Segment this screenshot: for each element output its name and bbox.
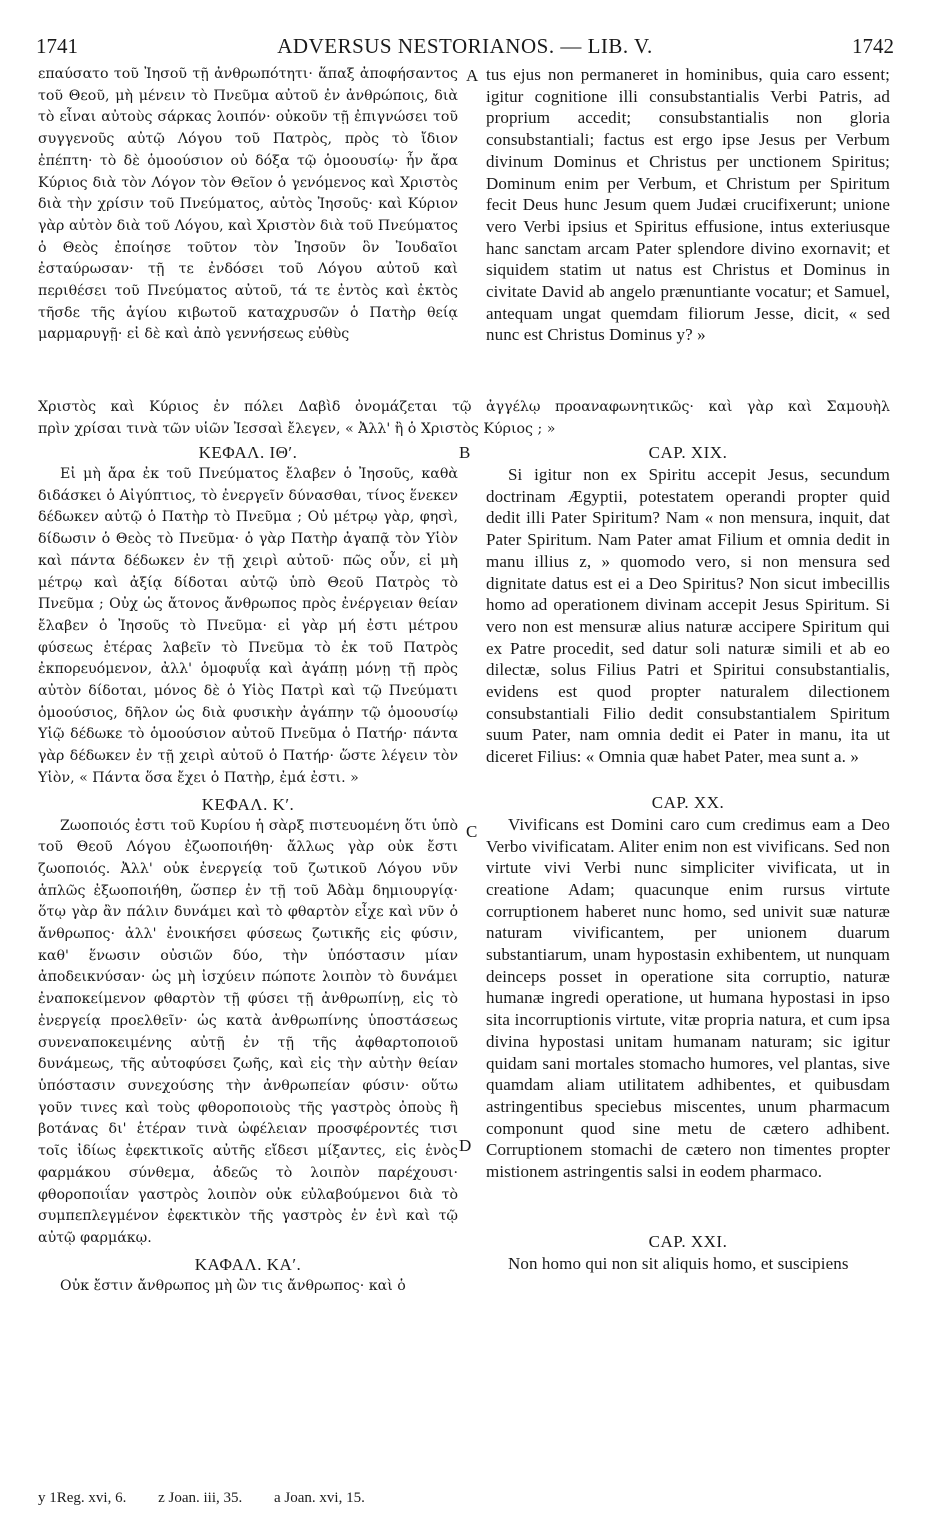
- right-page-number: 1742: [852, 34, 894, 58]
- margin-marker-d: D: [459, 1136, 472, 1155]
- spanning-line-2: πρὶν χρίσαι τινὰ τῶν υἱῶν Ἰεσσαὶ ἔλεγεν, « Ἀλλ' ἢ ὁ Χριστὸς Κύριος ; »: [38, 421, 556, 437]
- footnotes: [38, 1490, 393, 1507]
- greek-chapter-20-text: Ζωοποιός ἐστι τοῦ Κυρίου ἡ σὰρξ πιστευομένη ὅτι ὑπὸ τοῦ Θεοῦ Λόγου ἐζωοποιήθη· ἄλλως γὰρ οὐκ ἔστι ζωοποιός. Ἀλλ' οὐκ ἐνεργείᾳ τοῦ ζωτικοῦ Λόγου νῦν ἁπλῶς ἐξωοποιήθη, ὥσπερ ἐν τῇ τοῦ Ἀδὰμ δημιουργίᾳ· ὅτῳ γὰρ ἂν πάλιν δυνάμει καὶ τὸ φθαρτὸν εἶχε καὶ νῦν ὁ ἄνθρωπος· ἀλλ' ἐνοικήσει φύσεως ζωτικῆς εἰς φύσιν, καθ' ἕνωσιν οὐσιῶν δύο, τὴν ὑπόστασιν μίαν ἀποδεικνύσαν· ὡς μὴ ἰσχύειν πώποτε λοιπὸν τὸ δυνάμει ἐναποκείμενον φθαρτὸν τῇ φύσει τῇ ἀνθρωπίνῃ, εἰς τὸ ἐνεργείᾳ προελθεῖν· ὡς κατὰ ἀνθρωπίνης ὑποστάσεως συνεναποκειμένης αὐτῇ ἐν τῇ τῆς ἀφθαρτοποιοῦ δυνάμεως, τῆς αὐτοφύσει ζωῆς, καὶ εἰς τὴν αὐτὴν θείαν ὑπόστασιν συνεχούσης τὴν ἀνθρωπείαν φύσιν· οὕτω γοῦν τινες καὶ τοὺς φθοροποιοὺς τῆς γαστρὸς ὀποὺς ἢ βοτάνας δι' ἑτέραν τινὰ ὠφέλειαν προσφέροντές τισι τοῖς ἰδίως ἐφεκτικοῖς αὐτῆς εἴδεσι μίξαντες, εἰς ἑνὸς φαρμάκου σύνθεμα, ἀδεῶς τὸ λοιπὸν παρέχουσι· φθοροποιΐαν γαστρὸς λοιπὸν οὐκ εὐλαβούμενοι διὰ τὸ συμπεπλεγμένον ἐφεκτικὸν τῆς γαστρὸς ἐν ἑνὶ καὶ τῷ αὐτῷ φαρμάκῳ.: [38, 817, 458, 1246]
- latin-column-top: [486, 64, 890, 392]
- spanning-line-1: Χριστὸς καὶ Κύριος ἐν πόλει Δαβὶδ ὀνομάζεται τῷ ἀγγέλῳ προαναφωνητικῶς· καὶ γὰρ καὶ Σαμουὴλ: [38, 399, 890, 415]
- greek-chapter-20-heading: ΚΕΦΑΛ. Κʹ.: [201, 794, 295, 814]
- left-page-number: 1741: [36, 34, 78, 58]
- margin-marker-b: B: [459, 443, 471, 462]
- latin-paragraph-intro: tus ejus non permaneret in hominibus, quia caro essent; igitur cognitione illi consubstantialis Verbi Patris, ad proprium accedit; consubstantialis non gloria consubstantiali; factus est ergo ipse Jesus per Verbum divinum Dominus et Christus per unctionem Spiritus; Dominum enim per Verbum, et Christum per Spiritum fecit Deus hunc Jesum quem Judæi crucifixerunt; unione vero Verbi ipsius et Spiritus effusione, intus exteriusque hanc sanctam arcam Pater splendore divino exornavit; et siquidem statim ut natus est Christus et Dominus in civitate David ab angelo prænuntiante vocatur; et Samuel, antequam ungat quemdam filiorum Jesse, dicit, « sed nunc est Christus Dominus y? »: [486, 65, 890, 345]
- latin-chapter-21-text: Non homo qui non sit aliquis homo, et suscipiens: [508, 1253, 849, 1273]
- running-title: ADVERSUS NESTORIANOS. — LIB. V.: [277, 34, 653, 58]
- latin-column-bottom: [486, 442, 890, 1482]
- footnote-a: a Joan. xvi, 15.: [274, 1490, 365, 1506]
- footnote-y: y 1Reg. xvi, 6.: [38, 1490, 127, 1506]
- margin-marker-a: A: [466, 66, 479, 85]
- latin-chapter-20-heading: CAP. XX.: [651, 792, 725, 812]
- page-header: [36, 34, 894, 62]
- margin-marker-c: C: [466, 822, 478, 841]
- latin-chapter-20-text: Vivificans est Domini caro cum credimus eam a Deo Verbo vivificatam. Aliter enim non est vivificans. Sed non virtute vivi Verbi nunc simpliciter vivificata, ut in creatione Adam; quacunque enim rursus virtute corruptionem haberet nunc homo, sed univit suæ naturæ naturam vivificantem, per unionem duarum substantiarum, unam hypostasin exhibentem, ut nunquam deinceps posset in operatione sita corruptio, naturæ humanæ ingredi operatione, ut humana hypostasi in ipso sita incorruptionis virtute, vitæ propria natura, et cum ipsa divina hypostasi unitam humanam naturam; sic igitur quidam sani mortales stomacho humores, vel plantas, sive quamdam aliam utilitatem adhibentes, et quibusdam astringentibus speciebus miscentes, unum pharmacum componunt quod sine metu de cætero adhibent. Corruptionem stomachi de cætero non timentes propter mistionem astringentis salsi in eodem pharmaco.: [486, 814, 890, 1182]
- greek-chapter-21-text: Οὐκ ἔστιν ἄνθρωπος μὴ ὢν τις ἄνθρωπος· καὶ ὁ: [60, 1277, 406, 1294]
- greek-column-top: [38, 64, 458, 392]
- footnote-z: z Joan. iii, 35.: [158, 1490, 243, 1506]
- latin-chapter-19-text: Si igitur non ex Spiritu accepit Jesus, secundum doctrinam Ægyptii, potestatem operandi propter quid dedit illi Pater Spiritum? Nam « non mensura, inquit, dat Pater Spiritum. Nam Pater amat Filium et omnia dedit in manu illius z, » quomodo vero, si non mensura sed dignitate datus est ei a Deo Spiritus? Non sicut imbecillis homo ad operationem divinam accepit Jesus Spiritum. Si vero non est mensuræ alius naturæ accipere Spiritum qui ex Patre procedit, sed datur soli naturæ simili et ab eo dilectæ, solus Filius Patri et Spiritui consubstantialis, evidens est quod propter naturalem dilectionem consubstantiali Filio dedit consubstantialem Spiritum suum Pater, nam omnia dedit ei Pater in manu, ita ut diceret Filius: « Omnia quæ habet Pater, mea sunt a. »: [486, 465, 890, 767]
- latin-chapter-19-heading: CAP. XIX.: [648, 443, 728, 462]
- latin-chapter-21-heading: CAP. XXI.: [648, 1231, 728, 1251]
- greek-chapter-19-heading: ΚΕΦΑΛ. ΙΘʹ.: [198, 443, 298, 462]
- greek-column-bottom: [38, 442, 458, 1482]
- greek-paragraph-intro: επαύσατο τοῦ Ἰησοῦ τῇ ἀνθρωπότητι· ἅπαξ ἀποφήσαντος τοῦ Θεοῦ, μὴ μένειν τὸ Πνεῦμα αὐτοῦ ἐν ἀνθρώποις, διὰ τὸ εἶναι αὐτοὺς σάρκας λοιπόν· οὐκοῦν τῇ ἐπιγνώσει τοῦ συγγενοῦς αὐτῷ Λόγου τοῦ Πατρὸς, πρὸς τὸ ἴδιον ἐπέπτη· τὸ δὲ ὁμοούσιον οὐ δόξα τῷ ὁμοουσίῳ· ἦν ἄρα Κύριος διὰ τὸν Λόγον τὸν Θεῖον ὁ γενόμενος καὶ Χριστὸς διὰ τὴν χρίσιν τοῦ Πνεύματος, αὐτὸς Ἰησοῦς· καὶ Κύριον γὰρ αὐτὸν διὰ τοῦ Λόγου, καὶ Χριστὸν διὰ τοῦ Πνεύματος ὁ Θεὸς ἐποίησε τοῦτον τὸν Ἰησοῦν ὃν Ἰουδαῖοι ἐσταύρωσαν· τῇ τε ἐνδόσει τοῦ Λόγου αὐτοῦ καὶ περιθέσει τοῦ Πνεύματος αὐτοῦ, τά τε ἐντὸς καὶ ἐκτὸς τῆσδε τῆς ἁγίου κιβωτοῦ καταχρυσῶν ὁ Πατὴρ θείᾳ μαρμαρυγῇ· εἰ δὲ καὶ ἀπὸ γεννήσεως εὐθὺς: [38, 66, 458, 343]
- greek-chapter-21-heading: ΚΑΦΑΛ. ΚΑʹ.: [194, 1254, 302, 1274]
- greek-chapter-19-text: Εἰ μὴ ἄρα ἐκ τοῦ Πνεύματος ἔλαβεν ὁ Ἰησοῦς, καθὰ διδάσκει ὁ Αἰγύπτιος, τὸ ἐνεργεῖν δύνασθαι, τίνος ἕνεκεν δέδωκεν αὐτῷ ὁ Πατὴρ τὸ Πνεῦμα ; Οὐ μέτρῳ γὰρ, φησὶ, δίδωσιν ὁ Θεὸς τὸ Πνεῦμα· ὁ γὰρ Πατὴρ ἀγαπᾷ τὸν Υἱὸν καὶ πάντα δέδωκεν ἐν τῇ χειρὶ αὐτοῦ· πῶς οὖν, εἰ μὴ μέτρῳ καὶ ἀξίᾳ δίδοται αὐτῷ ὑπὸ Θεοῦ Πατρὸς τὸ Πνεῦμα ; Οὐχ ὡς ἄτονος ἄνθρωπος πρὸς ἐνέργειαν θείαν ἔλαβεν ὁ Ἰησοῦς τὸ Πνεῦμα· εἰ γὰρ μή ἐστι μέτρου φύσεως ἑτέρας λαβεῖν τὸ Πνεῦμα τὸ ἐκ τοῦ Πατρὸς ἐκπορευόμενον, ἀλλ' ὁμοφυΐᾳ καὶ ἀγάπῃ μόνῃ τῇ πρὸς αὐτὸν δίδοται, μόνος δὲ ὁ Υἱὸς Πατρὶ καὶ τῷ Πνεύματι ὁμοούσιος, δῆλον ὡς διὰ φυσικὴν ἀγάπην τῷ ὁμοουσίῳ Υἱῷ δέδωκε τὸ ὁμοούσιον αὐτοῦ Πνεῦμα ὁ Πατήρ· πάντα γὰρ δέδωκεν ἐν τῇ χειρὶ αὐτοῦ ὁ Πατήρ· ὥστε λέγειν τὸν Υἱὸν, « Πάντα ὅσα ἔχει ὁ Πατὴρ, ἐμά ἐστι. »: [38, 466, 458, 786]
